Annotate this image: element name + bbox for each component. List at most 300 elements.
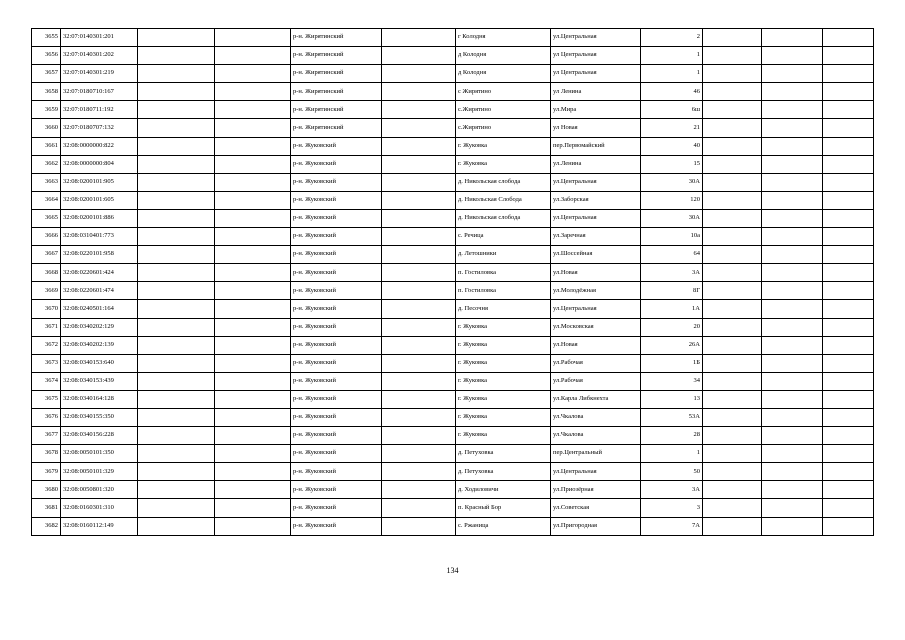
blank-cell xyxy=(215,264,291,282)
blank-cell xyxy=(215,499,291,517)
cadastral-number-cell: 32:08:0000000:804 xyxy=(61,155,138,173)
blank-cell xyxy=(382,155,456,173)
house-number-cell: 10а xyxy=(641,228,703,246)
street-cell: ул.Рабочая xyxy=(551,354,641,372)
cadastral-number-cell: 32:08:0200101:886 xyxy=(61,209,138,227)
blank-cell xyxy=(762,372,823,390)
street-cell: ул.Заборская xyxy=(551,191,641,209)
house-number-cell: 120 xyxy=(641,191,703,209)
table-row xyxy=(32,481,874,499)
row-number-cell: 3682 xyxy=(32,517,61,535)
blank-cell xyxy=(762,318,823,336)
cadastral-number-cell: 32:08:0310401:773 xyxy=(61,228,138,246)
blank-cell xyxy=(138,264,215,282)
cadastral-number-cell: 32:08:0050801:320 xyxy=(61,481,138,499)
blank-cell xyxy=(703,209,762,227)
blank-cell xyxy=(762,481,823,499)
blank-cell xyxy=(382,47,456,65)
street-cell: ул.Центральная xyxy=(551,463,641,481)
cadastral-number-cell: 32:08:0340164:128 xyxy=(61,390,138,408)
table-row xyxy=(32,155,874,173)
blank-cell xyxy=(823,445,874,463)
district-cell: р-н. Жирятинский xyxy=(291,65,382,83)
locality-cell: д. Никольская слобода xyxy=(456,173,551,191)
house-number-cell: 28 xyxy=(641,427,703,445)
blank-cell xyxy=(703,47,762,65)
blank-cell xyxy=(382,300,456,318)
cadastral-number-cell: 32:08:0050101:350 xyxy=(61,445,138,463)
blank-cell xyxy=(382,209,456,227)
blank-cell xyxy=(138,427,215,445)
street-cell: ул.Новая xyxy=(551,264,641,282)
table-row xyxy=(32,408,874,426)
district-cell: р-н. Жуковский xyxy=(291,463,382,481)
row-number-cell: 3675 xyxy=(32,390,61,408)
district-cell: р-н. Жуковский xyxy=(291,155,382,173)
district-cell: р-н. Жуковский xyxy=(291,300,382,318)
blank-cell xyxy=(762,300,823,318)
blank-cell xyxy=(703,336,762,354)
street-cell: ул.Советская xyxy=(551,499,641,517)
house-number-cell: 21 xyxy=(641,119,703,137)
blank-cell xyxy=(382,119,456,137)
locality-cell: п. Гостиловка xyxy=(456,264,551,282)
blank-cell xyxy=(703,318,762,336)
house-number-cell: 26А xyxy=(641,336,703,354)
blank-cell xyxy=(703,264,762,282)
street-cell: ул Новая xyxy=(551,119,641,137)
table-row xyxy=(32,372,874,390)
table-row xyxy=(32,191,874,209)
house-number-cell: 1 xyxy=(641,445,703,463)
blank-cell xyxy=(762,209,823,227)
blank-cell xyxy=(215,173,291,191)
blank-cell xyxy=(762,65,823,83)
blank-cell xyxy=(823,463,874,481)
table-row xyxy=(32,445,874,463)
street-cell: ул.Ленина xyxy=(551,155,641,173)
blank-cell xyxy=(823,47,874,65)
blank-cell xyxy=(215,209,291,227)
house-number-cell: 40 xyxy=(641,137,703,155)
blank-cell xyxy=(138,282,215,300)
blank-cell xyxy=(382,137,456,155)
house-number-cell: 30А xyxy=(641,173,703,191)
cadastral-number-cell: 32:08:0200101:605 xyxy=(61,191,138,209)
blank-cell xyxy=(382,228,456,246)
blank-cell xyxy=(823,246,874,264)
cadastral-number-cell: 32:07:0140301:219 xyxy=(61,65,138,83)
blank-cell xyxy=(823,390,874,408)
blank-cell xyxy=(382,83,456,101)
blank-cell xyxy=(823,119,874,137)
blank-cell xyxy=(382,191,456,209)
blank-cell xyxy=(762,445,823,463)
blank-cell xyxy=(382,499,456,517)
blank-cell xyxy=(138,499,215,517)
blank-cell xyxy=(382,264,456,282)
blank-cell xyxy=(762,191,823,209)
table-row xyxy=(32,318,874,336)
street-cell: ул Ленина xyxy=(551,83,641,101)
blank-cell xyxy=(215,137,291,155)
cadastral-number-cell: 32:08:0340202:139 xyxy=(61,336,138,354)
blank-cell xyxy=(823,517,874,535)
blank-cell xyxy=(703,119,762,137)
blank-cell xyxy=(823,354,874,372)
street-cell: ул Центральная xyxy=(551,65,641,83)
house-number-cell: 13 xyxy=(641,390,703,408)
blank-cell xyxy=(823,101,874,119)
house-number-cell: 1А xyxy=(641,300,703,318)
blank-cell xyxy=(138,354,215,372)
district-cell: р-н. Жуковский xyxy=(291,499,382,517)
locality-cell: д. Петуховка xyxy=(456,463,551,481)
street-cell: ул.Пригородная xyxy=(551,517,641,535)
blank-cell xyxy=(382,354,456,372)
blank-cell xyxy=(762,354,823,372)
blank-cell xyxy=(138,119,215,137)
locality-cell: д Колодня xyxy=(456,47,551,65)
cadastral-number-cell: 32:08:0220601:474 xyxy=(61,282,138,300)
blank-cell xyxy=(762,264,823,282)
house-number-cell: 2 xyxy=(641,29,703,47)
house-number-cell: 1 xyxy=(641,65,703,83)
blank-cell xyxy=(762,427,823,445)
district-cell: р-н. Жуковский xyxy=(291,191,382,209)
blank-cell xyxy=(138,173,215,191)
blank-cell xyxy=(138,300,215,318)
blank-cell xyxy=(215,83,291,101)
blank-cell xyxy=(703,83,762,101)
blank-cell xyxy=(382,318,456,336)
blank-cell xyxy=(138,463,215,481)
table-row xyxy=(32,282,874,300)
blank-cell xyxy=(215,246,291,264)
district-cell: р-н. Жуковский xyxy=(291,390,382,408)
street-cell: ул.Центральная xyxy=(551,209,641,227)
house-number-cell: 6ш xyxy=(641,101,703,119)
blank-cell xyxy=(138,372,215,390)
street-cell: ул.Московская xyxy=(551,318,641,336)
blank-cell xyxy=(703,408,762,426)
blank-cell xyxy=(823,83,874,101)
blank-cell xyxy=(215,408,291,426)
blank-cell xyxy=(215,65,291,83)
blank-cell xyxy=(215,155,291,173)
blank-cell xyxy=(703,155,762,173)
blank-cell xyxy=(215,101,291,119)
street-cell: ул.Рабочая xyxy=(551,372,641,390)
blank-cell xyxy=(382,390,456,408)
locality-cell: д. Петуховка xyxy=(456,445,551,463)
blank-cell xyxy=(382,463,456,481)
table-row xyxy=(32,390,874,408)
blank-cell xyxy=(138,65,215,83)
row-number-cell: 3671 xyxy=(32,318,61,336)
blank-cell xyxy=(762,173,823,191)
street-cell: ул.Заречная xyxy=(551,228,641,246)
blank-cell xyxy=(382,445,456,463)
blank-cell xyxy=(762,119,823,137)
blank-cell xyxy=(215,282,291,300)
locality-cell: с Жирятино xyxy=(456,83,551,101)
house-number-cell: 3А xyxy=(641,264,703,282)
blank-cell xyxy=(762,499,823,517)
blank-cell xyxy=(823,137,874,155)
district-cell: р-н. Жуковский xyxy=(291,209,382,227)
blank-cell xyxy=(823,499,874,517)
blank-cell xyxy=(823,173,874,191)
blank-cell xyxy=(138,336,215,354)
blank-cell xyxy=(138,408,215,426)
blank-cell xyxy=(703,191,762,209)
table-row xyxy=(32,228,874,246)
blank-cell xyxy=(703,300,762,318)
row-number-cell: 3680 xyxy=(32,481,61,499)
house-number-cell: 15 xyxy=(641,155,703,173)
cadastral-number-cell: 32:08:0160301:310 xyxy=(61,499,138,517)
blank-cell xyxy=(382,282,456,300)
row-number-cell: 3661 xyxy=(32,137,61,155)
blank-cell xyxy=(215,445,291,463)
blank-cell xyxy=(703,499,762,517)
row-number-cell: 3673 xyxy=(32,354,61,372)
street-cell: ул.Приозёрная xyxy=(551,481,641,499)
house-number-cell: 53А xyxy=(641,408,703,426)
row-number-cell: 3656 xyxy=(32,47,61,65)
street-cell: ул.Чкалова xyxy=(551,408,641,426)
blank-cell xyxy=(823,372,874,390)
row-number-cell: 3658 xyxy=(32,83,61,101)
table-row xyxy=(32,246,874,264)
locality-cell: г. Жуковка xyxy=(456,318,551,336)
blank-cell xyxy=(823,155,874,173)
locality-cell: г Колодня xyxy=(456,29,551,47)
table-row xyxy=(32,427,874,445)
locality-cell: г. Жуковка xyxy=(456,155,551,173)
blank-cell xyxy=(382,246,456,264)
blank-cell xyxy=(382,29,456,47)
district-cell: р-н. Жуковский xyxy=(291,336,382,354)
district-cell: р-н. Жирятинский xyxy=(291,101,382,119)
row-number-cell: 3666 xyxy=(32,228,61,246)
cadastral-number-cell: 32:07:0180707:132 xyxy=(61,119,138,137)
blank-cell xyxy=(703,427,762,445)
blank-cell xyxy=(762,47,823,65)
table-row xyxy=(32,499,874,517)
blank-cell xyxy=(762,463,823,481)
cadastral-number-cell: 32:07:0140301:202 xyxy=(61,47,138,65)
district-cell: р-н. Жуковский xyxy=(291,173,382,191)
blank-cell xyxy=(215,47,291,65)
blank-cell xyxy=(762,228,823,246)
registry-table-body xyxy=(32,29,874,536)
blank-cell xyxy=(762,282,823,300)
house-number-cell: 1Б xyxy=(641,354,703,372)
locality-cell: п. Гостиловка xyxy=(456,282,551,300)
street-cell: ул.Центральная xyxy=(551,173,641,191)
district-cell: р-н. Жуковский xyxy=(291,427,382,445)
row-number-cell: 3668 xyxy=(32,264,61,282)
table-row xyxy=(32,137,874,155)
blank-cell xyxy=(762,155,823,173)
blank-cell xyxy=(215,517,291,535)
blank-cell xyxy=(703,372,762,390)
row-number-cell: 3657 xyxy=(32,65,61,83)
district-cell: р-н. Жуковский xyxy=(291,264,382,282)
district-cell: р-н. Жирятинский xyxy=(291,119,382,137)
street-cell: пер.Центральный xyxy=(551,445,641,463)
blank-cell xyxy=(215,318,291,336)
blank-cell xyxy=(823,300,874,318)
blank-cell xyxy=(762,408,823,426)
table-row xyxy=(32,517,874,535)
blank-cell xyxy=(215,119,291,137)
blank-cell xyxy=(138,445,215,463)
row-number-cell: 3664 xyxy=(32,191,61,209)
blank-cell xyxy=(382,173,456,191)
blank-cell xyxy=(382,408,456,426)
blank-cell xyxy=(703,65,762,83)
district-cell: р-н. Жуковский xyxy=(291,318,382,336)
blank-cell xyxy=(703,463,762,481)
blank-cell xyxy=(138,246,215,264)
table-row xyxy=(32,83,874,101)
row-number-cell: 3672 xyxy=(32,336,61,354)
blank-cell xyxy=(762,246,823,264)
blank-cell xyxy=(215,481,291,499)
house-number-cell: 20 xyxy=(641,318,703,336)
cadastral-number-cell: 32:08:0050101:329 xyxy=(61,463,138,481)
district-cell: р-н. Жуковский xyxy=(291,354,382,372)
house-number-cell: 3А xyxy=(641,481,703,499)
cadastral-number-cell: 32:08:0220601:424 xyxy=(61,264,138,282)
row-number-cell: 3663 xyxy=(32,173,61,191)
blank-cell xyxy=(138,101,215,119)
blank-cell xyxy=(382,481,456,499)
blank-cell xyxy=(215,191,291,209)
table-row xyxy=(32,101,874,119)
cadastral-number-cell: 32:08:0340153:640 xyxy=(61,354,138,372)
blank-cell xyxy=(703,517,762,535)
row-number-cell: 3659 xyxy=(32,101,61,119)
row-number-cell: 3677 xyxy=(32,427,61,445)
blank-cell xyxy=(762,137,823,155)
locality-cell: г. Жуковка xyxy=(456,372,551,390)
blank-cell xyxy=(138,517,215,535)
locality-cell: д Колодня xyxy=(456,65,551,83)
house-number-cell: 7А xyxy=(641,517,703,535)
cadastral-number-cell: 32:08:0340202:129 xyxy=(61,318,138,336)
street-cell: ул.Молодёжная xyxy=(551,282,641,300)
row-number-cell: 3660 xyxy=(32,119,61,137)
blank-cell xyxy=(138,209,215,227)
locality-cell: д. Летошники xyxy=(456,246,551,264)
street-cell: ул.Чкалова xyxy=(551,427,641,445)
blank-cell xyxy=(215,336,291,354)
house-number-cell: 8Г xyxy=(641,282,703,300)
cadastral-number-cell: 32:07:0140301:201 xyxy=(61,29,138,47)
blank-cell xyxy=(823,65,874,83)
cadastral-number-cell: 32:08:0000000:822 xyxy=(61,137,138,155)
table-row xyxy=(32,173,874,191)
blank-cell xyxy=(703,354,762,372)
blank-cell xyxy=(138,83,215,101)
street-cell: ул.Центральная xyxy=(551,300,641,318)
cadastral-number-cell: 32:08:0220101:958 xyxy=(61,246,138,264)
blank-cell xyxy=(703,137,762,155)
blank-cell xyxy=(215,354,291,372)
house-number-cell: 34 xyxy=(641,372,703,390)
street-cell: ул.Новая xyxy=(551,336,641,354)
house-number-cell: 46 xyxy=(641,83,703,101)
row-number-cell: 3670 xyxy=(32,300,61,318)
row-number-cell: 3679 xyxy=(32,463,61,481)
district-cell: р-н. Жирятинский xyxy=(291,29,382,47)
street-cell: ул.Мира xyxy=(551,101,641,119)
table-row xyxy=(32,264,874,282)
table-row xyxy=(32,463,874,481)
blank-cell xyxy=(215,29,291,47)
blank-cell xyxy=(382,65,456,83)
district-cell: р-н. Жирятинский xyxy=(291,83,382,101)
house-number-cell: 50 xyxy=(641,463,703,481)
district-cell: р-н. Жуковский xyxy=(291,408,382,426)
table-row xyxy=(32,29,874,47)
row-number-cell: 3655 xyxy=(32,29,61,47)
blank-cell xyxy=(382,517,456,535)
table-row xyxy=(32,119,874,137)
locality-cell: д. Ходиловичи xyxy=(456,481,551,499)
district-cell: р-н. Жуковский xyxy=(291,137,382,155)
district-cell: р-н. Жуковский xyxy=(291,372,382,390)
blank-cell xyxy=(138,29,215,47)
blank-cell xyxy=(703,390,762,408)
blank-cell xyxy=(138,47,215,65)
blank-cell xyxy=(382,427,456,445)
locality-cell: г. Жуковка xyxy=(456,336,551,354)
locality-cell: д. Песочня xyxy=(456,300,551,318)
blank-cell xyxy=(138,155,215,173)
blank-cell xyxy=(823,209,874,227)
blank-cell xyxy=(762,517,823,535)
locality-cell: г. Жуковка xyxy=(456,408,551,426)
row-number-cell: 3676 xyxy=(32,408,61,426)
table-row xyxy=(32,300,874,318)
blank-cell xyxy=(382,336,456,354)
cadastral-number-cell: 32:08:0340153:439 xyxy=(61,372,138,390)
street-cell: ул Центральная xyxy=(551,47,641,65)
blank-cell xyxy=(703,173,762,191)
table-row xyxy=(32,65,874,83)
table-row xyxy=(32,47,874,65)
district-cell: р-н. Жуковский xyxy=(291,246,382,264)
blank-cell xyxy=(823,29,874,47)
blank-cell xyxy=(138,228,215,246)
blank-cell xyxy=(382,372,456,390)
cadastral-number-cell: 32:07:0180710:167 xyxy=(61,83,138,101)
street-cell: пер.Первомайский xyxy=(551,137,641,155)
blank-cell xyxy=(382,101,456,119)
cadastral-number-cell: 32:07:0180711:192 xyxy=(61,101,138,119)
blank-cell xyxy=(762,83,823,101)
blank-cell xyxy=(215,372,291,390)
cadastral-number-cell: 32:08:0200101:905 xyxy=(61,173,138,191)
house-number-cell: 64 xyxy=(641,246,703,264)
cadastral-number-cell: 32:08:0240501:164 xyxy=(61,300,138,318)
blank-cell xyxy=(215,228,291,246)
